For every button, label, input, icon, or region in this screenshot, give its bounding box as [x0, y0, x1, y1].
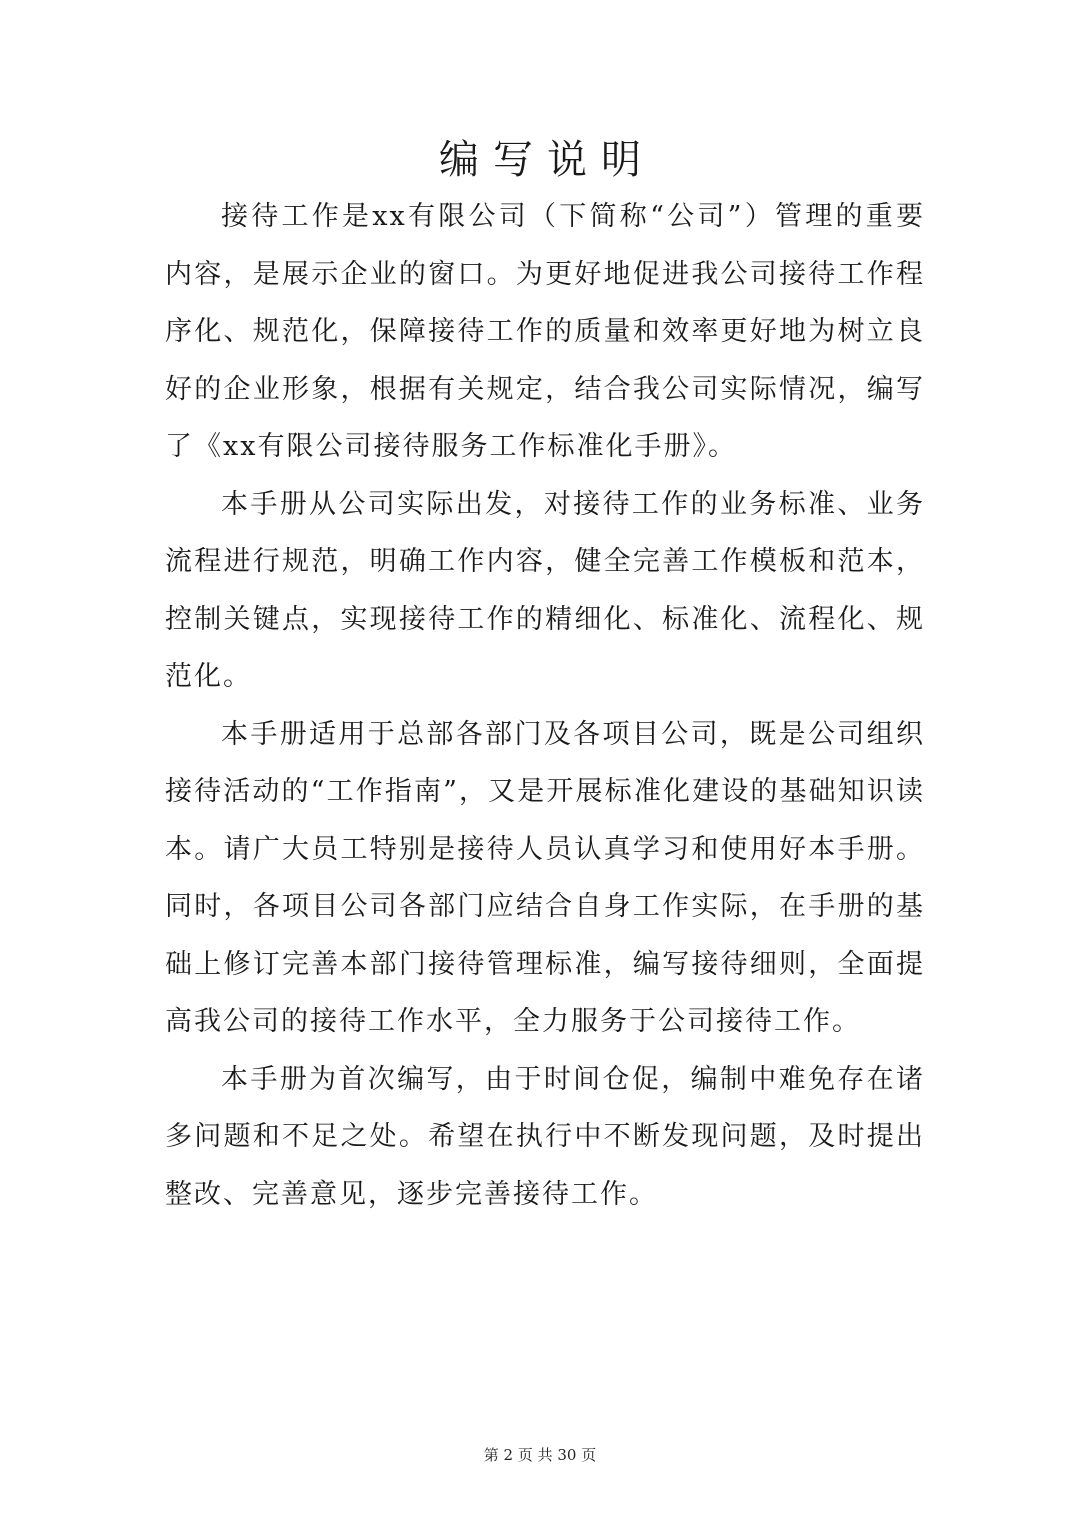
paragraph-4: 本手册为首次编写，由于时间仓促，编制中难免存在诸多问题和不足之处。希望在执行中不断发现问题，及时提出整改、完善意见，逐步完善接待工作。 — [165, 1063, 925, 1210]
page-title: 编写说明 — [439, 137, 655, 183]
page-footer: 第 2 页 共 30 页 — [483, 1446, 597, 1464]
paragraph-3: 本手册适用于总部各部门及各项目公司，既是公司组织接待活动的“工作指南”，又是开展标准化建设的基础知识读本。请广大员工特别是接待人员认真学习和使用好本手册。同时，各项目公司各部门应结合自身工作实际，在手册的基础上修订完善本部门接待管理标准，编写接待细则，全面提高我公司的接待工作水平，全力服务于公司接待工作。 — [165, 718, 925, 1037]
document-body — [165, 188, 925, 1223]
paragraph-1: 接待工作是xx有限公司（下简称“公司”）管理的重要内容，是展示企业的窗口。为更好地促进我公司接待工作程序化、规范化，保障接待工作的质量和效率更好地为树立良好的企业形象，根据有关规定，结合我公司实际情况，编写了《xx有限公司接待服务工作标准化手册》。 — [165, 201, 925, 462]
paragraph-2: 本手册从公司实际出发，对接待工作的业务标准、业务流程进行规范，明确工作内容，健全完善工作模板和范本，控制关键点，实现接待工作的精细化、标准化、流程化、规范化。 — [165, 488, 925, 692]
